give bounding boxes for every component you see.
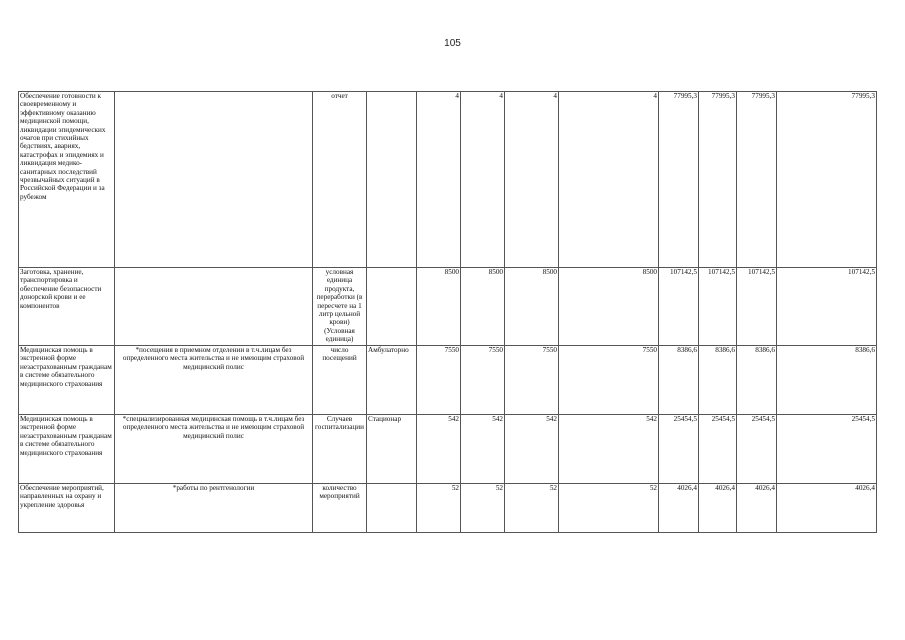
amount-2021: 8386,6: [737, 346, 777, 415]
amount-2019: 107142,5: [659, 268, 699, 346]
table-row: [19, 346, 877, 415]
value-2021: 7550: [505, 346, 559, 415]
amount-2019: 8386,6: [659, 346, 699, 415]
amount-2021: 4026,4: [737, 484, 777, 533]
value-2021: 4: [505, 92, 559, 268]
amount-2022: 4026,4: [777, 484, 877, 533]
table-row: [19, 268, 877, 346]
table-row: [19, 484, 877, 533]
value-2020: 7550: [461, 346, 505, 415]
value-2019: 4: [417, 92, 461, 268]
row-condition: Амбулаторно: [367, 346, 417, 415]
row-condition: [367, 268, 417, 346]
row-condition: [367, 92, 417, 268]
row-name: Обеспечение мероприятий, направленных на охрану и укрепление здоровья: [19, 484, 115, 533]
row-description: *специализированная медицинская помощь в т.ч.лицам без определенного места жительства и не имеющим страховой медицинский полис: [115, 415, 313, 484]
table-row: [19, 92, 877, 268]
row-description: *посещения в приемном отделении в т.ч.лицам без определенного места жительства и не имеющим страховой медицинский полис: [115, 346, 313, 415]
amount-2021: 77995,3: [737, 92, 777, 268]
amount-2022: 25454,5: [777, 415, 877, 484]
amount-2022: 107142,5: [777, 268, 877, 346]
value-2022: 4: [559, 92, 659, 268]
table-row: [19, 415, 877, 484]
row-description: [115, 268, 313, 346]
value-2020: 52: [461, 484, 505, 533]
value-2022: 52: [559, 484, 659, 533]
row-name: Заготовка, хранение, транспортировка и обеспечение безопасности донорской крови и ее компонентов: [19, 268, 115, 346]
value-2020: 4: [461, 92, 505, 268]
amount-2022: 8386,6: [777, 346, 877, 415]
row-unit: число посещений: [313, 346, 367, 415]
value-2022: 542: [559, 415, 659, 484]
row-name: Медицинская помощь в экстренной форме незастрахованным гражданам в системе обязательного медицинского страхования: [19, 415, 115, 484]
value-2020: 8500: [461, 268, 505, 346]
row-unit: условная единица продукта, переработки (в пересчете на 1 литр цельной крови) (Условная единица): [313, 268, 367, 346]
value-2019: 542: [417, 415, 461, 484]
value-2022: 7550: [559, 346, 659, 415]
amount-2020: 8386,6: [699, 346, 737, 415]
row-condition: [367, 484, 417, 533]
row-unit: Случаев госпитализации: [313, 415, 367, 484]
amount-2021: 25454,5: [737, 415, 777, 484]
value-2021: 542: [505, 415, 559, 484]
row-name: Обеспечение готовности к своевременному и эффективному оказанию медицинской помощи, ликвидации эпидемических очагов при стихийных бедствиях, авариях, катастрофах и эпидемиях и ликвидация медико-санитарных последствий чрезвычайных ситуаций в Российской Федерации и за рубежом: [19, 92, 115, 268]
value-2021: 8500: [505, 268, 559, 346]
amount-2019: 77995,3: [659, 92, 699, 268]
row-name: Медицинская помощь в экстренной форме незастрахованным гражданам в системе обязательного медицинского страхования: [19, 346, 115, 415]
value-2019: 52: [417, 484, 461, 533]
amount-2019: 25454,5: [659, 415, 699, 484]
value-2019: 8500: [417, 268, 461, 346]
amount-2021: 107142,5: [737, 268, 777, 346]
page-number: 105: [444, 38, 461, 49]
row-condition: Стационар: [367, 415, 417, 484]
budget-table: [18, 91, 877, 533]
amount-2020: 25454,5: [699, 415, 737, 484]
amount-2020: 107142,5: [699, 268, 737, 346]
value-2022: 8500: [559, 268, 659, 346]
row-unit: количество мероприятий: [313, 484, 367, 533]
row-description: [115, 92, 313, 268]
value-2020: 542: [461, 415, 505, 484]
amount-2020: 77995,3: [699, 92, 737, 268]
amount-2022: 77995,3: [777, 92, 877, 268]
row-unit: отчет: [313, 92, 367, 268]
amount-2020: 4026,4: [699, 484, 737, 533]
row-description: *работы по рентгенологии: [115, 484, 313, 533]
value-2019: 7550: [417, 346, 461, 415]
value-2021: 52: [505, 484, 559, 533]
amount-2019: 4026,4: [659, 484, 699, 533]
